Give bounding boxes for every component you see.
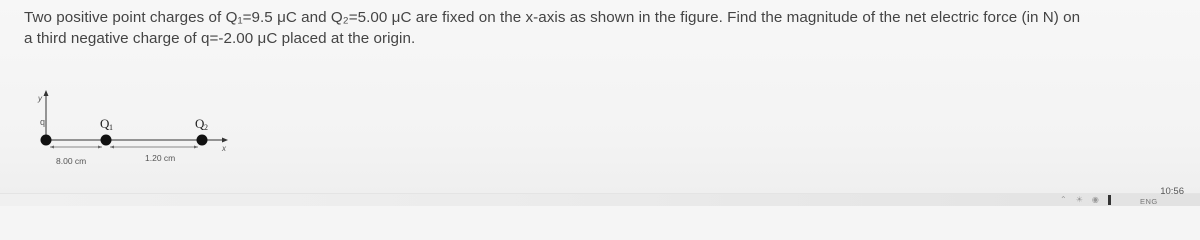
battery-icon[interactable] <box>1108 195 1111 205</box>
charge-q2-subscript: 2 <box>204 123 208 132</box>
charge-q2-dot <box>197 135 208 146</box>
distance-2-arrowhead-right <box>194 146 198 149</box>
question-text <box>24 7 1184 49</box>
x-axis-arrow <box>222 138 228 143</box>
system-tray[interactable] <box>1060 194 1111 205</box>
charge-q1-label: Q <box>100 116 110 131</box>
distance-1-arrowhead-right <box>98 146 102 149</box>
distance-2-arrowhead-left <box>110 146 114 149</box>
charge-q2-label: Q <box>195 116 205 131</box>
charge-q1-dot <box>101 135 112 146</box>
x-axis-label: x <box>222 144 226 153</box>
distance-1-arrowhead-left <box>50 146 54 149</box>
charge-q-dot <box>41 135 52 146</box>
distance-2-label: 1.20 cm <box>145 153 176 163</box>
speaker-icon[interactable]: ☀ <box>1075 195 1083 204</box>
network-icon[interactable]: ◉ <box>1091 195 1099 204</box>
charge-figure <box>20 86 250 170</box>
question-line-1: Two positive point charges of Q₁=9.5 μC and Q₂=5.00 μC are fixed on the x-axis as shown in the figure. Find the magnitude of the net electric force (in N) on <box>24 9 1081 26</box>
question-line-2: a third negative charge of q=-2.00 μC placed at the origin. <box>24 30 416 47</box>
charge-q-label: q <box>40 117 46 127</box>
y-axis-arrow <box>44 90 49 96</box>
tray-clock[interactable]: 10:56 <box>1160 186 1184 197</box>
charge-diagram <box>20 86 250 170</box>
distance-1-label: 8.00 cm <box>56 156 87 166</box>
language-indicator[interactable]: ENG <box>1140 197 1158 206</box>
taskbar <box>0 193 1200 206</box>
charge-q1-subscript: 1 <box>109 123 113 132</box>
y-axis-label: y <box>38 94 42 103</box>
chevron-up-icon[interactable]: ⌃ <box>1060 195 1067 204</box>
